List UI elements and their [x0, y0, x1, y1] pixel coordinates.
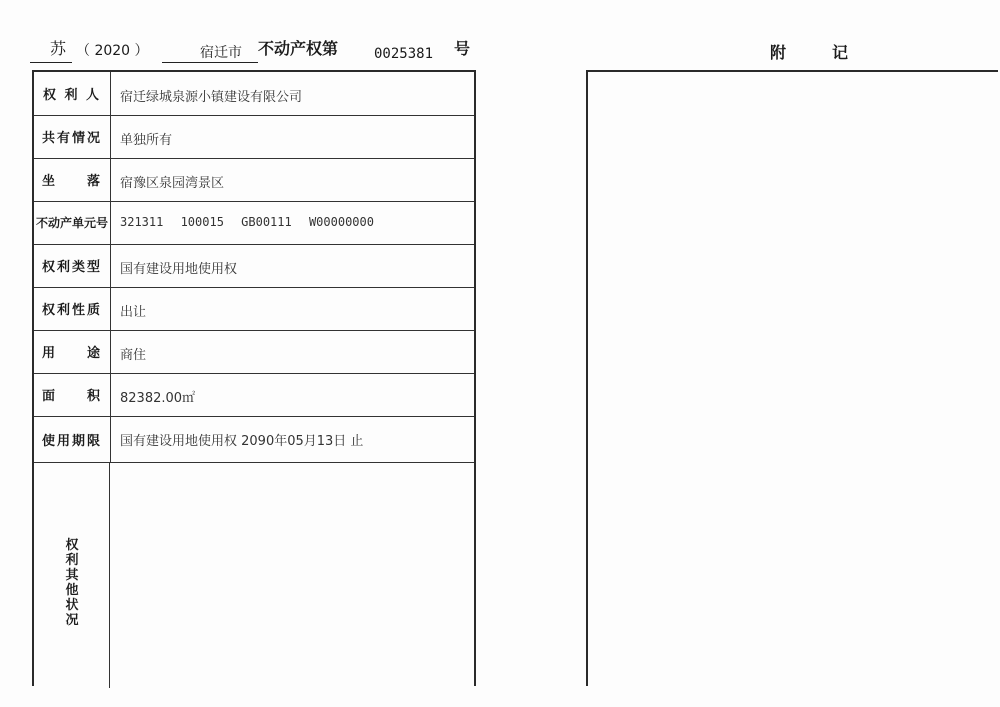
other-status-label: 权利其他状况 — [65, 538, 79, 628]
certificate-header — [30, 36, 480, 70]
table-row — [34, 244, 474, 288]
table-row — [34, 330, 474, 374]
field-label: 使用期限 — [34, 416, 111, 462]
field-value: 宿豫区泉园湾景区 — [120, 176, 225, 191]
city-name: 宿迁市 — [200, 45, 242, 61]
field-value: 宿迁绿城泉源小镇建设有限公司 — [120, 90, 303, 105]
table-row — [34, 201, 474, 245]
field-value: 321311 100015 GB00111 W00000000 — [120, 215, 374, 229]
field-value: 单独所有 — [120, 133, 173, 148]
field-label: 不动产单元号 — [34, 201, 111, 244]
cert-year: （ 2020 ） — [76, 43, 149, 59]
province-abbr: 苏 — [50, 39, 67, 58]
cert-number: 0025381 — [374, 46, 434, 62]
field-label: 权利类型 — [34, 244, 111, 287]
underline — [30, 62, 72, 63]
table-row — [34, 72, 474, 116]
field-value: 国有建设用地使用权 2090年05月13日 止 — [120, 434, 364, 449]
appendix-title: 附记 — [770, 43, 895, 62]
table-row — [34, 115, 474, 159]
field-label: 权 利 人 — [34, 72, 111, 115]
table-row — [34, 158, 474, 202]
underline — [162, 62, 258, 63]
field-value: 国有建设用地使用权 — [120, 262, 238, 277]
field-label: 共有情况 — [34, 115, 111, 158]
table-row — [34, 287, 474, 331]
field-label: 面 积 — [34, 373, 111, 416]
table-row — [34, 373, 474, 417]
field-label: 权利性质 — [34, 287, 111, 330]
field-label: 用 途 — [34, 330, 111, 373]
appendix-box — [586, 70, 998, 686]
field-label: 坐 落 — [34, 158, 111, 201]
cert-suffix: 号 — [454, 39, 471, 58]
field-value: 82382.00㎡ — [120, 391, 196, 406]
field-value: 出让 — [120, 305, 147, 320]
field-value: 商住 — [120, 348, 147, 363]
other-status-cell — [34, 462, 110, 688]
cert-title: 不动产权第 — [258, 39, 339, 58]
table-row — [34, 416, 474, 463]
property-info-table — [32, 70, 476, 686]
